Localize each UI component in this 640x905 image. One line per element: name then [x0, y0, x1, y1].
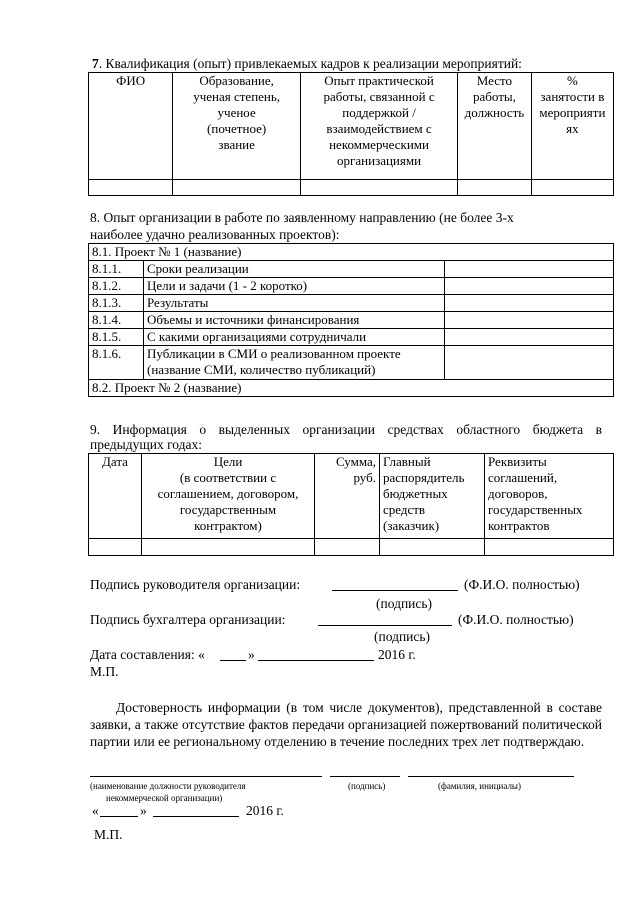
row-number: 8.1.4.	[89, 312, 144, 329]
table-header-row	[89, 454, 614, 539]
header-line: (почетное)	[207, 121, 267, 136]
certification-paragraph: Достоверность информации (в том числе документов), представленной в составе заявки, а также отсутствие фактов передачи организацией пожертвований политической партии или ее региональному отделению в течение последних трех лет подтверждаю.	[90, 700, 602, 749]
row-value[interactable]	[445, 346, 614, 380]
header-requisites	[485, 454, 614, 539]
header-education	[173, 73, 301, 180]
table-cell[interactable]	[458, 180, 532, 196]
header-line: ученое	[217, 105, 256, 120]
stamp-mark: М.П.	[90, 664, 119, 679]
header-sum	[315, 454, 380, 539]
header-line: Место	[476, 73, 513, 88]
header-line: должность	[464, 105, 525, 120]
header-line: средств	[383, 502, 426, 517]
head-signature-label: Подпись руководителя организации:	[90, 577, 301, 592]
table-cell[interactable]	[380, 539, 485, 556]
table-cell[interactable]	[301, 180, 458, 196]
row-label-line: С какими организациями сотрудничали	[147, 329, 367, 344]
row-label-line: Цели и задачи (1 - 2 коротко)	[147, 278, 308, 293]
row-label	[144, 278, 445, 295]
header-experience	[301, 73, 458, 180]
row-number: 8.1.3.	[89, 295, 144, 312]
header-line: контрактов	[488, 518, 550, 533]
section-8-heading-line1: 8. Опыт организации в работе по заявленному направлению (не более 3-х	[90, 210, 514, 225]
header-line: Сумма,	[335, 454, 376, 469]
budget-funds-table	[88, 453, 614, 556]
position-caption-line2: некоммерческой организации)	[106, 793, 223, 803]
accountant-fio-caption: (Ф.И.О. полностью)	[458, 612, 574, 627]
row-label	[144, 261, 445, 278]
position-caption-line1: (наименование должности руководителя	[90, 781, 246, 791]
header-line: государственных	[488, 502, 583, 517]
row-number: 8.1.2.	[89, 278, 144, 295]
name-caption: (фамилия, инициалы)	[438, 781, 521, 791]
row-label-line: (название СМИ, количество публикаций)	[147, 362, 376, 377]
header-line: работы, связанной с	[323, 89, 435, 104]
row-number: 8.1.5.	[89, 329, 144, 346]
project-detail-row	[89, 295, 614, 312]
header-workplace	[458, 73, 532, 180]
project-2-row	[89, 380, 614, 397]
header-line: бюджетных	[383, 486, 448, 501]
header-line: Реквизиты	[488, 454, 547, 469]
table-header-row	[89, 73, 614, 180]
header-line: некоммерческими	[329, 137, 429, 152]
row-label-line: Сроки реализации	[147, 261, 249, 276]
header-line: (в соответствии с	[179, 470, 277, 485]
project-2-title: 8.2. Проект № 2 (название)	[89, 380, 614, 397]
cert-date-open: «	[92, 803, 99, 818]
table-cell[interactable]	[531, 180, 613, 196]
table-empty-row	[89, 539, 614, 556]
header-line: Цели	[213, 454, 243, 469]
section-9-heading-line2: предыдущих годах:	[90, 437, 203, 452]
header-line: Опыт практической	[324, 73, 434, 88]
signature-caption: (подпись)	[348, 781, 386, 791]
header-line: поддержкой /	[342, 105, 416, 120]
row-value[interactable]	[445, 261, 614, 278]
header-line: ученая степень,	[193, 89, 281, 104]
date-quote-close: »	[248, 647, 255, 662]
row-value[interactable]	[445, 312, 614, 329]
header-line: ФИО	[116, 73, 146, 88]
table-cell[interactable]	[173, 180, 301, 196]
section-8-heading-line2: наиболее удачно реализованных проектов):	[90, 227, 340, 242]
table-empty-row	[89, 180, 614, 196]
project-detail-row	[89, 278, 614, 295]
project-detail-row	[89, 329, 614, 346]
signature-line[interactable]	[330, 776, 400, 777]
row-label	[144, 329, 445, 346]
header-line: мероприяти	[539, 105, 606, 120]
header-goals	[142, 454, 315, 539]
cert-stamp-mark: М.П.	[94, 827, 123, 842]
header-line: ях	[566, 121, 579, 136]
project-1-row	[89, 244, 614, 261]
project-1-title: 8.1. Проект № 1 (название)	[89, 244, 614, 261]
row-value[interactable]	[445, 295, 614, 312]
header-line: государственным	[179, 502, 277, 517]
row-number: 8.1.1.	[89, 261, 144, 278]
cert-date-month-line[interactable]	[153, 816, 239, 817]
table-cell[interactable]	[89, 539, 142, 556]
header-line: соглашением, договором,	[157, 486, 299, 501]
row-label-line: Публикации в СМИ о реализованном проекте	[147, 346, 401, 361]
section-7-heading	[92, 56, 522, 72]
date-month-line[interactable]	[258, 660, 374, 661]
section-7-number: 7	[92, 56, 99, 71]
row-label	[144, 312, 445, 329]
header-line: Дата	[102, 454, 128, 469]
project-detail-row	[89, 261, 614, 278]
header-line: Образование,	[199, 73, 274, 88]
row-number: 8.1.6.	[89, 346, 144, 380]
header-line: работы,	[472, 89, 516, 104]
cert-date-day-line[interactable]	[100, 816, 138, 817]
header-line: организациями	[337, 153, 422, 168]
table-cell[interactable]	[315, 539, 380, 556]
header-employment	[531, 73, 613, 180]
header-line: взаимодействием с	[326, 121, 432, 136]
row-label	[144, 295, 445, 312]
header-administrator	[380, 454, 485, 539]
header-line: соглашений,	[488, 470, 558, 485]
name-line[interactable]	[408, 776, 574, 777]
header-line: контрактом)	[194, 518, 262, 533]
row-label-line: Объемы и источники финансирования	[147, 312, 360, 327]
head-signature-caption: (подпись)	[376, 596, 433, 611]
cert-date-close: »	[140, 803, 147, 818]
header-line: распорядитель	[383, 470, 465, 485]
position-line[interactable]	[90, 776, 322, 777]
table-cell[interactable]	[485, 539, 614, 556]
section-9-heading-line1: 9. Информация о выделенных организации средствах областного бюджета в	[90, 422, 602, 437]
row-value[interactable]	[445, 329, 614, 346]
header-line: договоров,	[488, 486, 548, 501]
date-label: Дата составления: «	[90, 647, 205, 662]
section-7-heading-text: . Квалификация (опыт) привлекаемых кадров к реализации мероприятий:	[98, 56, 522, 71]
accountant-signature-caption: (подпись)	[374, 629, 431, 644]
header-fio	[89, 73, 173, 180]
table-cell[interactable]	[89, 180, 173, 196]
accountant-signature-label: Подпись бухгалтера организации:	[90, 612, 286, 627]
header-line: (заказчик)	[383, 518, 440, 533]
projects-table	[88, 243, 614, 397]
header-line: Главный	[383, 454, 431, 469]
header-line: %	[566, 73, 578, 88]
header-line: руб.	[353, 470, 376, 485]
header-line: звание	[218, 137, 255, 152]
staff-qualification-table	[88, 72, 614, 196]
accountant-signature-line[interactable]	[318, 625, 452, 626]
row-value[interactable]	[445, 278, 614, 295]
row-label-line: Результаты	[147, 295, 209, 310]
date-year: 2016 г.	[378, 647, 416, 662]
date-day-line[interactable]	[220, 660, 246, 661]
head-fio-caption: (Ф.И.О. полностью)	[464, 577, 580, 592]
row-label	[144, 346, 445, 380]
project-detail-row	[89, 346, 614, 380]
table-cell[interactable]	[142, 539, 315, 556]
header-date	[89, 454, 142, 539]
header-line: занятости в	[540, 89, 605, 104]
project-detail-row	[89, 312, 614, 329]
cert-date-year: 2016 г.	[246, 803, 284, 818]
head-signature-line[interactable]	[332, 590, 458, 591]
